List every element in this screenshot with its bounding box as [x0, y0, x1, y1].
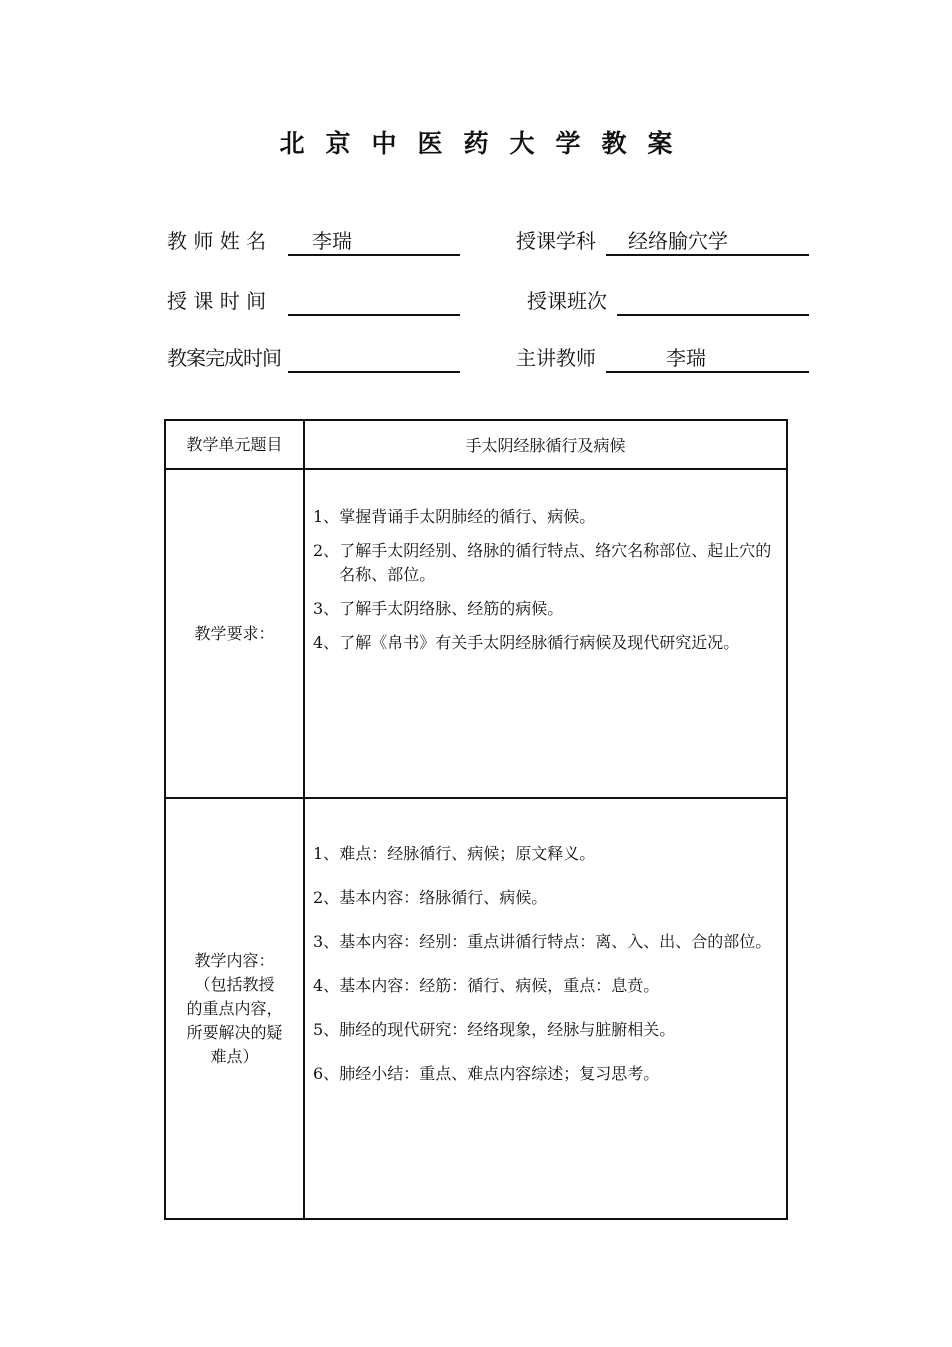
item-text: 肺经的现代研究：经络现象，经脉与脏腑相关。 — [339, 1020, 676, 1039]
content-row — [165, 798, 787, 1219]
content-label-line: 所要解决的疑 — [186, 1022, 283, 1042]
completion-time-underline — [288, 343, 460, 373]
list-item — [313, 1018, 780, 1042]
item-text: 基本内容：络脉循行、病候。 — [339, 888, 548, 907]
teacher-name-label: 教 师 姓 名 — [167, 229, 267, 253]
item-text: 掌握背诵手太阴肺经的循行、病候。 — [339, 507, 596, 526]
lecturer-value: 李瑞 — [666, 346, 706, 370]
list-item — [313, 631, 780, 655]
content-label — [165, 798, 304, 1219]
requirements-list — [305, 470, 786, 655]
item-text: 了解手太阴经别、络脉的循行特点、络穴名称部位、起止穴的名称、部位。 — [339, 541, 772, 584]
content-label-line: 难点） — [210, 1046, 259, 1066]
list-item — [313, 505, 780, 529]
requirements-row — [165, 469, 787, 798]
requirements-cell — [304, 469, 787, 798]
subject-field — [516, 226, 809, 256]
content-label-line: 教学内容： — [194, 950, 275, 970]
content-cell — [304, 798, 787, 1219]
item-number: 6、 — [313, 1064, 340, 1083]
item-text: 肺经小结：重点、难点内容综述；复习思考。 — [339, 1064, 660, 1083]
item-text: 难点：经脉循行、病候；原文释义。 — [339, 844, 596, 863]
lesson-plan-table — [164, 419, 788, 1220]
list-item — [313, 1062, 780, 1086]
item-number: 2、 — [313, 541, 340, 560]
item-number: 4、 — [313, 633, 340, 652]
item-number: 2、 — [313, 888, 340, 907]
item-text: 基本内容：经筋：循行、病候，重点：息贲。 — [339, 976, 660, 995]
requirements-label: 教学要求： — [165, 469, 304, 798]
subject-label: 授课学科 — [516, 229, 596, 253]
list-item — [313, 842, 780, 866]
content-label-line: 的重点内容， — [186, 998, 283, 1018]
lecturer-field — [516, 343, 809, 373]
class-time-field — [167, 286, 460, 316]
class-session-field — [527, 286, 809, 316]
item-number: 1、 — [313, 507, 340, 526]
list-item — [313, 974, 780, 998]
subject-value: 经络腧穴学 — [628, 229, 728, 253]
list-item — [313, 930, 780, 954]
class-time-underline — [288, 286, 460, 316]
item-number: 1、 — [313, 844, 340, 863]
content-list — [305, 799, 786, 1086]
item-text: 了解《帛书》有关手太阴经脉循行病候及现代研究近况。 — [339, 633, 740, 652]
completion-time-field — [167, 343, 460, 373]
item-number: 4、 — [313, 976, 340, 995]
lecturer-underline — [606, 343, 809, 373]
list-item — [313, 597, 780, 621]
unit-row — [165, 420, 787, 469]
item-text: 了解手太阴络脉、经筋的病候。 — [339, 599, 564, 618]
item-number: 3、 — [313, 932, 340, 951]
unit-value: 手太阴经脉循行及病候 — [304, 420, 787, 469]
teacher-name-value: 李瑞 — [312, 229, 352, 253]
class-session-underline — [617, 286, 809, 316]
content-label-line: （包括教授 — [194, 974, 275, 994]
list-item — [313, 539, 780, 587]
item-text: 基本内容：经别：重点讲循行特点：离、入、出、合的部位。 — [339, 932, 772, 951]
teacher-name-field — [167, 226, 460, 256]
unit-label: 教学单元题目 — [165, 420, 304, 469]
class-session-label: 授课班次 — [527, 289, 607, 313]
completion-time-label: 教案完成时间 — [167, 346, 281, 370]
lecturer-label: 主讲教师 — [516, 346, 596, 370]
list-item — [313, 886, 780, 910]
item-number: 3、 — [313, 599, 340, 618]
class-time-label: 授 课 时 间 — [167, 289, 267, 313]
item-number: 5、 — [313, 1020, 340, 1039]
page-title: 北京中医药大学教案 — [279, 129, 694, 158]
